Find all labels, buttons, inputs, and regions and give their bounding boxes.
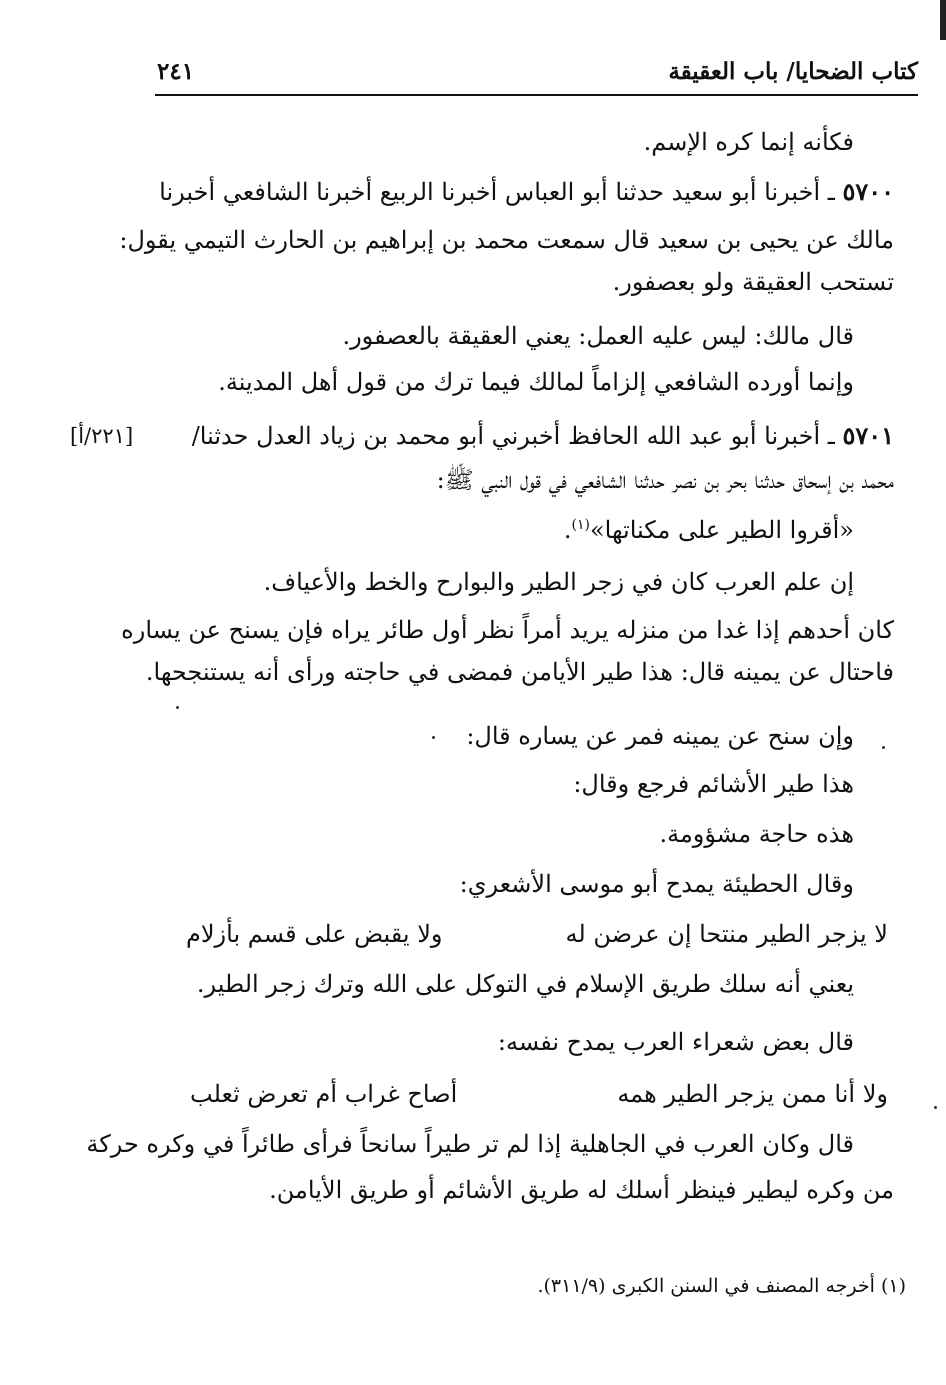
quoted-hadith-text: «أقروا الطير على مكناتها»	[589, 516, 854, 544]
text-line: يعني أنه سلك طريق الإسلام في التوكل على الله وترك زجر الطير.	[196, 970, 854, 998]
text-line: من وكره ليطير فينظر أسلك له طريق الأشائم أو طريق الأيامن.	[269, 1176, 894, 1204]
scan-speck	[882, 746, 885, 749]
text-line: محمد بن إسحاق حدثنا بحر بن نصر حدثنا الشافعي في قول النبي ﷺ:	[436, 466, 894, 494]
text-line: وإنما أورده الشافعي إلزاماً لمالك فيما ترك من قول أهل المدينة.	[218, 368, 854, 396]
text-line: فاحتال عن يمينه قال: هذا طير الأيامن فمضى في حاجته ورأى أنه يستنجحها.	[145, 658, 894, 686]
scan-edge-mark	[940, 0, 946, 40]
hadith-5700-line-1: ٥٧٠٠ ـ أخبرنا أبو سعيد حدثنا أبو العباس أخبرنا الربيع أخبرنا الشافعي أخبرنا	[159, 177, 894, 206]
text-line: قال مالك: ليس عليه العمل: يعني العقيقة بالعصفور.	[342, 322, 854, 350]
poem-1-first-hemistich: لا يزجر الطير منتحا إن عرضن له	[565, 920, 888, 948]
text-line: إن علم العرب كان في زجر الطير والبوارح والخط والأعياف.	[263, 568, 854, 596]
text-line: هذا طير الأشائم فرجع وقال:	[573, 770, 854, 798]
text-line: كان أحدهم إذا غدا من منزله يريد أمراً نظر أول طائر يراه فإن يسنح عن يساره	[121, 616, 894, 644]
footnote: (١) أخرجه المصنف في السنن الكبرى (٣١١/٩).	[537, 1275, 906, 1297]
scan-speck	[432, 736, 435, 739]
hadith-5701-line-1: ٥٧٠١ ـ أخبرنا أبو عبد الله الحافظ أخبرني أبو محمد بن زياد العدل حدثنا/	[191, 421, 894, 450]
text-line: هذه حاجة مشؤومة.	[659, 820, 854, 848]
quoted-hadith: «أقروا الطير على مكناتها»$^{(١)}$.	[563, 516, 854, 544]
text-line: مالك عن يحيى بن سعيد قال سمعت محمد بن إبراهيم بن الحارث التيمي يقول:	[119, 226, 894, 254]
manuscript-folio-ref: [٢٢١/أ]	[70, 424, 134, 448]
text-line: تستحب العقيقة ولو بعصفور.	[612, 268, 894, 296]
running-header	[155, 50, 918, 96]
poem-1-second-hemistich: ولا يقبض على قسم بأزلام	[186, 920, 443, 948]
text-line: قال بعض شعراء العرب يمدح نفسه:	[497, 1028, 854, 1056]
text-line: وإن سنح عن يمينه فمر عن يساره قال:	[466, 722, 854, 750]
scan-speck	[176, 706, 179, 709]
text-line: فكأنه إنما كره الإسم.	[643, 128, 854, 156]
page-number: ٢٤١	[157, 58, 195, 85]
poem-2-first-hemistich: ولا أنا ممن يزجر الطير همه	[617, 1080, 888, 1108]
hadith-number: ٥٧٠١	[842, 421, 894, 450]
chapter-title: كتاب الضحايا/ باب العقيقة	[668, 58, 918, 85]
text-line: وقال الحطيئة يمدح أبو موسى الأشعري:	[459, 870, 854, 898]
text-line: قال وكان العرب في الجاهلية إذا لم تر طيراً سانحاً فرأى طائراً في وكره حركة	[86, 1130, 854, 1158]
scan-speck	[934, 1106, 937, 1109]
poem-2-second-hemistich: أصاح غراب أم تعرض ثعلب	[190, 1080, 458, 1108]
hadith-number: ٥٧٠٠	[842, 177, 894, 206]
footnote-marker: (١)	[571, 517, 590, 533]
